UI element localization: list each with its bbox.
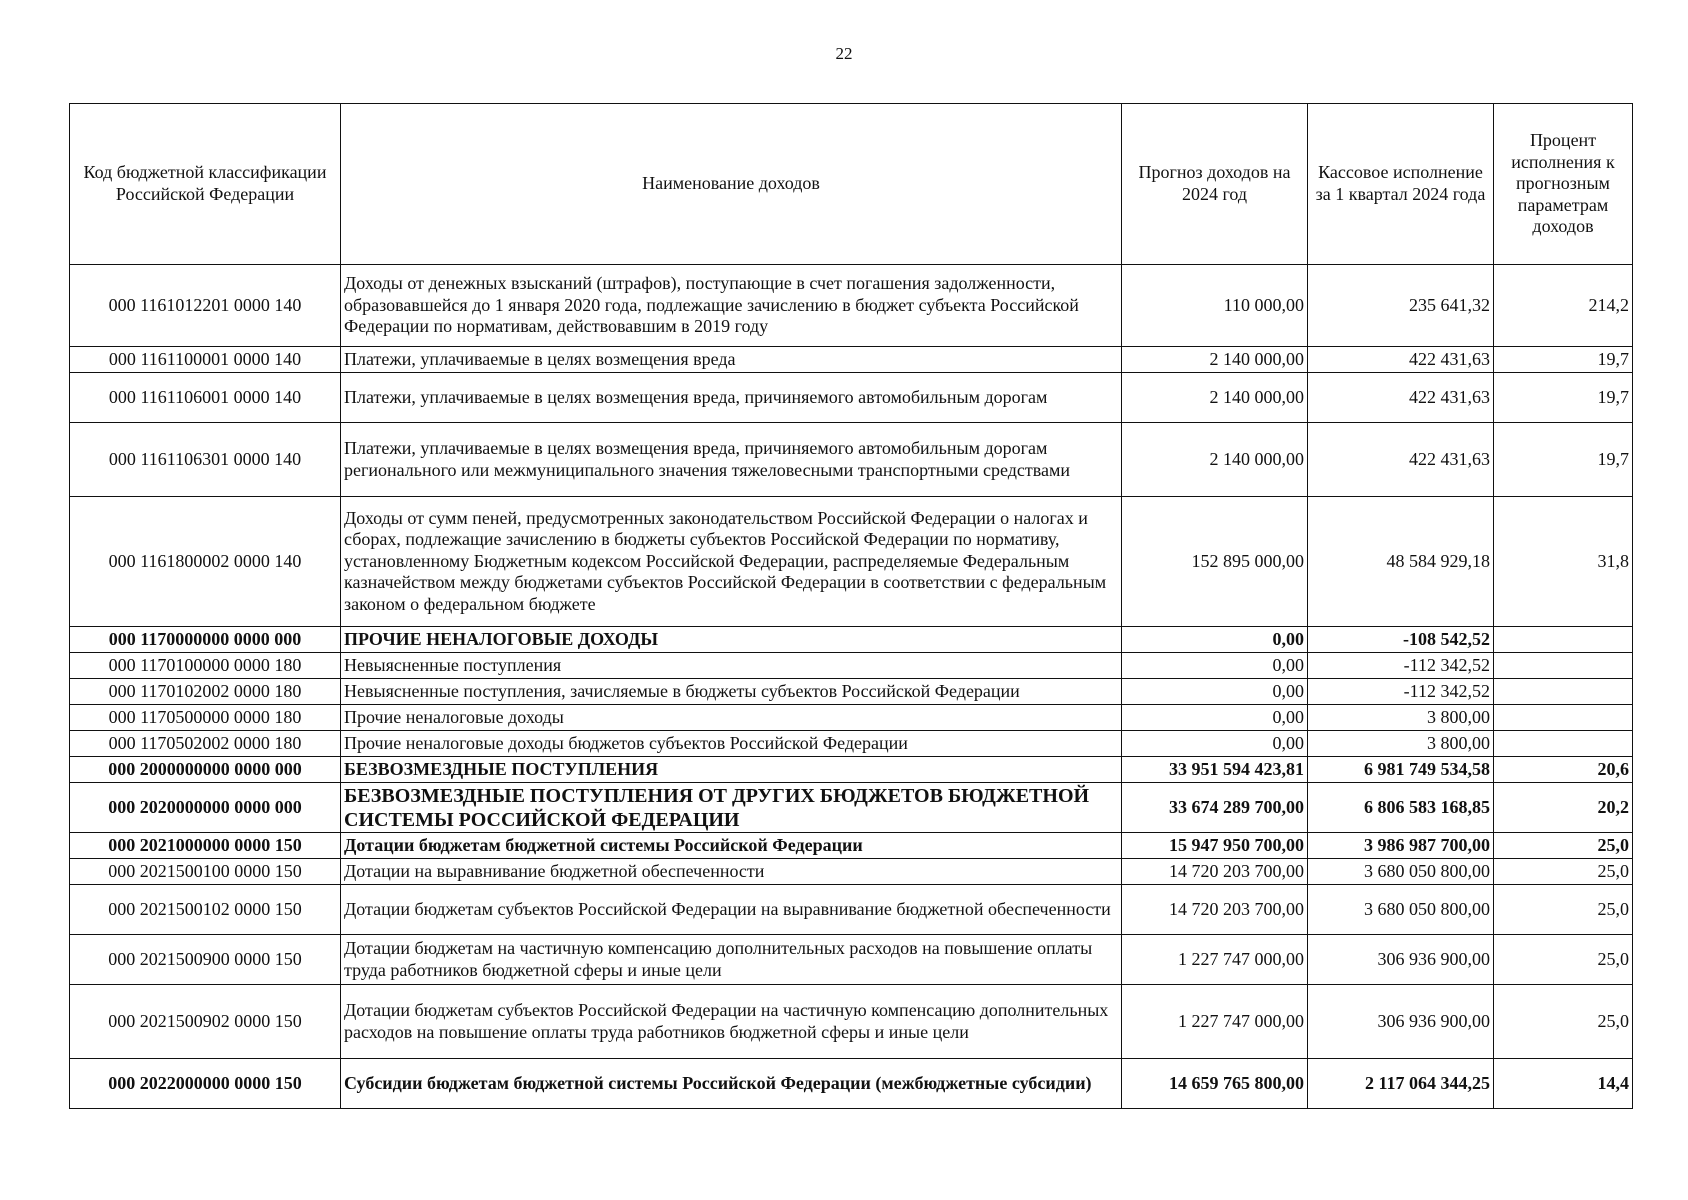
row-name: Невыясненные поступления [341,653,1122,679]
row-code: 000 1170102002 0000 180 [70,679,341,705]
row-percent: 214,2 [1494,265,1633,347]
row-code: 000 1170000000 0000 000 [70,627,341,653]
row-code: 000 2021500900 0000 150 [70,935,341,985]
revenue-table [69,103,1633,1109]
row-code: 000 2021500102 0000 150 [70,885,341,935]
row-actual: 6 806 583 168,85 [1308,783,1494,833]
row-actual: 306 936 900,00 [1308,985,1494,1059]
row-actual: 3 800,00 [1308,705,1494,731]
row-name: Дотации на выравнивание бюджетной обеспеченности [341,859,1122,885]
table-row [70,265,1633,347]
table-row [70,373,1633,423]
row-forecast: 1 227 747 000,00 [1122,985,1308,1059]
row-percent: 25,0 [1494,833,1633,859]
table-body [70,265,1633,1109]
row-actual: -112 342,52 [1308,679,1494,705]
row-forecast: 33 674 289 700,00 [1122,783,1308,833]
table-row [70,935,1633,985]
row-actual: 3 680 050 800,00 [1308,859,1494,885]
row-name: БЕЗВОЗМЕЗДНЫЕ ПОСТУПЛЕНИЯ ОТ ДРУГИХ БЮДЖЕТОВ БЮДЖЕТНОЙ СИСТЕМЫ РОССИЙСКОЙ ФЕДЕРАЦИИ [341,783,1122,833]
table-row [70,679,1633,705]
row-name: Доходы от денежных взысканий (штрафов), поступающие в счет погашения задолженности, образовавшейся до 1 января 2020 года, подлежащие зачислению в бюджет субъекта Российской Федерации по нормативам, действовавшим в 2019 году [341,265,1122,347]
row-name: Платежи, уплачиваемые в целях возмещения вреда, причиняемого автомобильным дорогам регионального или межмуниципального значения тяжеловесными транспортными средствами [341,423,1122,497]
row-forecast: 15 947 950 700,00 [1122,833,1308,859]
row-code: 000 2022000000 0000 150 [70,1059,341,1109]
row-code: 000 1170100000 0000 180 [70,653,341,679]
row-code: 000 1161106301 0000 140 [70,423,341,497]
row-percent: 19,7 [1494,423,1633,497]
row-code: 000 2021500902 0000 150 [70,985,341,1059]
table-row [70,497,1633,627]
row-actual: 3 800,00 [1308,731,1494,757]
row-forecast: 14 659 765 800,00 [1122,1059,1308,1109]
row-actual: 2 117 064 344,25 [1308,1059,1494,1109]
row-name: Платежи, уплачиваемые в целях возмещения вреда [341,347,1122,373]
row-percent: 19,7 [1494,347,1633,373]
row-name: Невыясненные поступления, зачисляемые в бюджеты субъектов Российской Федерации [341,679,1122,705]
row-code: 000 1161100001 0000 140 [70,347,341,373]
table-row [70,423,1633,497]
row-actual: 422 431,63 [1308,347,1494,373]
page-number: 22 [835,44,853,63]
header-forecast: Прогноз доходов на 2024 год [1122,104,1308,265]
row-name: Платежи, уплачиваемые в целях возмещения вреда, причиняемого автомобильным дорогам [341,373,1122,423]
row-forecast: 0,00 [1122,705,1308,731]
table-row [70,859,1633,885]
row-forecast: 33 951 594 423,81 [1122,757,1308,783]
table-row [70,731,1633,757]
row-percent: 20,2 [1494,783,1633,833]
row-forecast: 0,00 [1122,731,1308,757]
row-percent [1494,653,1633,679]
row-name: Дотации бюджетам субъектов Российской Федерации на выравнивание бюджетной обеспеченности [341,885,1122,935]
table-row [70,653,1633,679]
row-percent: 25,0 [1494,935,1633,985]
row-actual: 422 431,63 [1308,423,1494,497]
row-percent [1494,627,1633,653]
row-code: 000 1161800002 0000 140 [70,497,341,627]
row-actual: 306 936 900,00 [1308,935,1494,985]
row-percent: 25,0 [1494,985,1633,1059]
row-actual: 6 981 749 534,58 [1308,757,1494,783]
row-percent: 25,0 [1494,885,1633,935]
row-percent [1494,679,1633,705]
row-code: 000 1170500000 0000 180 [70,705,341,731]
row-forecast: 14 720 203 700,00 [1122,859,1308,885]
table-row [70,1059,1633,1109]
row-name: Дотации бюджетам на частичную компенсацию дополнительных расходов на повышение оплаты труда работников бюджетной сферы и иные цели [341,935,1122,985]
row-percent: 19,7 [1494,373,1633,423]
row-actual: -108 542,52 [1308,627,1494,653]
row-actual: 48 584 929,18 [1308,497,1494,627]
row-actual: 422 431,63 [1308,373,1494,423]
row-forecast: 0,00 [1122,679,1308,705]
table-row [70,885,1633,935]
header-actual: Кассовое исполнение за 1 квартал 2024 года [1308,104,1494,265]
row-percent: 31,8 [1494,497,1633,627]
row-actual: -112 342,52 [1308,653,1494,679]
row-percent [1494,705,1633,731]
row-percent: 20,6 [1494,757,1633,783]
row-forecast: 2 140 000,00 [1122,347,1308,373]
row-name: Дотации бюджетам бюджетной системы Российской Федерации [341,833,1122,859]
row-name: Дотации бюджетам субъектов Российской Федерации на частичную компенсацию дополнительных расходов на повышение оплаты труда работников бюджетной сферы и иные цели [341,985,1122,1059]
row-code: 000 1170502002 0000 180 [70,731,341,757]
row-forecast: 1 227 747 000,00 [1122,935,1308,985]
row-name: Субсидии бюджетам бюджетной системы Российской Федерации (межбюджетные субсидии) [341,1059,1122,1109]
row-name: Прочие неналоговые доходы бюджетов субъектов Российской Федерации [341,731,1122,757]
header-name: Наименование доходов [341,104,1122,265]
row-code: 000 2020000000 0000 000 [70,783,341,833]
row-code: 000 1161106001 0000 140 [70,373,341,423]
row-percent: 14,4 [1494,1059,1633,1109]
row-forecast: 2 140 000,00 [1122,373,1308,423]
row-percent [1494,731,1633,757]
row-forecast: 2 140 000,00 [1122,423,1308,497]
row-forecast: 14 720 203 700,00 [1122,885,1308,935]
row-code: 000 1161012201 0000 140 [70,265,341,347]
row-forecast: 152 895 000,00 [1122,497,1308,627]
table-row [70,757,1633,783]
table-row [70,705,1633,731]
table-row [70,627,1633,653]
table-row [70,833,1633,859]
row-code: 000 2021500100 0000 150 [70,859,341,885]
row-code: 000 2000000000 0000 000 [70,757,341,783]
row-actual: 3 986 987 700,00 [1308,833,1494,859]
table-header-row [70,104,1633,265]
row-forecast: 110 000,00 [1122,265,1308,347]
row-name: БЕЗВОЗМЕЗДНЫЕ ПОСТУПЛЕНИЯ [341,757,1122,783]
row-percent: 25,0 [1494,859,1633,885]
row-forecast: 0,00 [1122,627,1308,653]
table-row [70,783,1633,833]
header-percent: Процент исполнения к прогнозным параметрам доходов [1494,104,1633,265]
row-actual: 235 641,32 [1308,265,1494,347]
row-forecast: 0,00 [1122,653,1308,679]
table-row [70,985,1633,1059]
row-name: Доходы от сумм пеней, предусмотренных законодательством Российской Федерации о налогах и сборах, подлежащие зачислению в бюджеты субъектов Российской Федерации по нормативу, установленному Бюджетным кодексом Российской Федерации, распределяемые Федеральным казначейством между бюджетами субъектов Российской Федерации в соответствии с федеральным законом о федеральном бюджете [341,497,1122,627]
row-actual: 3 680 050 800,00 [1308,885,1494,935]
row-code: 000 2021000000 0000 150 [70,833,341,859]
row-name: ПРОЧИЕ НЕНАЛОГОВЫЕ ДОХОДЫ [341,627,1122,653]
header-code: Код бюджетной классификации Российской Федерации [70,104,341,265]
table-row [70,347,1633,373]
row-name: Прочие неналоговые доходы [341,705,1122,731]
